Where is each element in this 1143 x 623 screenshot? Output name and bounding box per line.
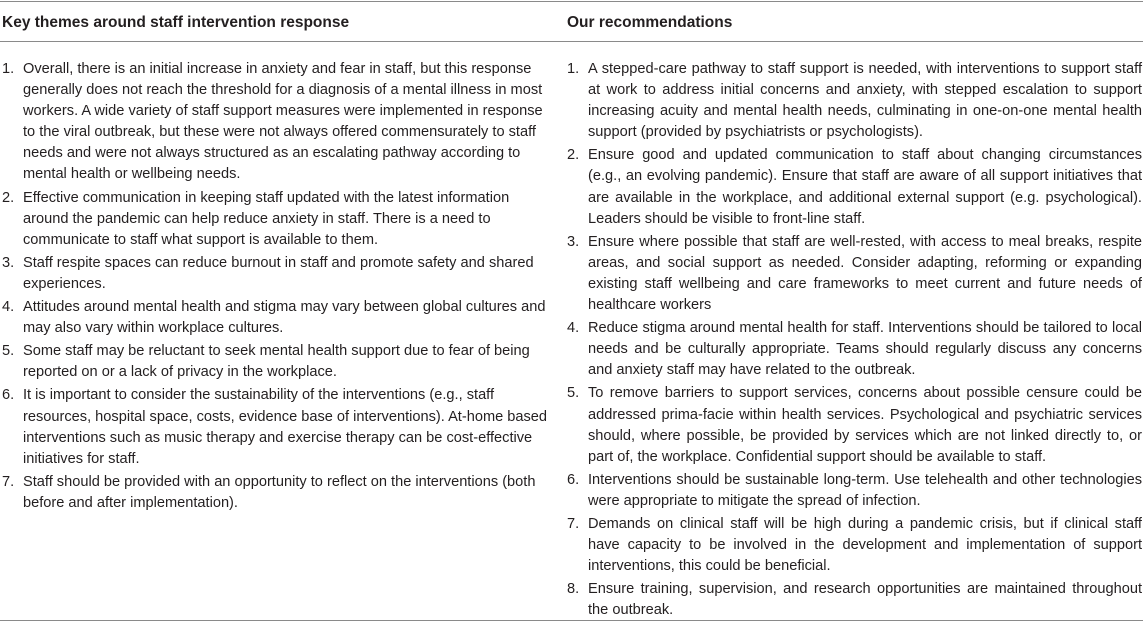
item-text: Some staff may be reluctant to seek mental health support due to fear of being reported on or a lack of privacy in the workplace. [23,343,530,381]
recommendation-item [567,145,1142,229]
recommendation-item [567,470,1142,512]
item-number: 5. [567,385,580,402]
item-text: Demands on clinical staff will be high during a pandemic crisis, but if clinical staff have capacity to be involved in the development and implementation of support interventions, this could be beneficial. [588,515,1142,575]
item-text: Ensure where possible that staff are well-rested, with access to meal breaks, respite areas, and social support as needed. Consider adapting, reforming or expanding existing staff wellbeing and care frameworks to meet current and future needs of healthcare workers [588,233,1142,314]
item-text: A stepped-care pathway to staff support is needed, with interventions to support staff at work to address initial concerns and anxiety, with stepped escalation to support increasing acuity and mental health needs, culminating in one-on-one mental health support (provided by psychiatrists or psychologists). [588,61,1142,141]
item-number: 2. [567,147,580,164]
item-number: 6. [2,387,15,404]
recommendation-item [567,318,1142,381]
table-top-rule [0,1,1143,2]
column-header-recommendations: Our recommendations [567,14,733,31]
theme-item [2,59,550,186]
item-number: 7. [567,515,580,532]
item-text: Interventions should be sustainable long-term. Use telehealth and other technologies were appropriate to mitigate the spread of infection. [588,471,1142,509]
table-bottom-rule [0,620,1143,621]
item-text: Reduce stigma around mental health for staff. Interventions should be tailored to local needs and be culturally appropriate. Teams should regularly discuss any concerns and anxiety staff may have related to the outbreak. [588,320,1142,379]
item-number: 3. [2,254,15,271]
recommendations-list [567,59,1142,623]
item-text: Ensure training, supervision, and research opportunities are maintained throughout the outbreak. [588,581,1142,619]
item-number: 7. [2,473,15,490]
column-header-themes: Key themes around staff intervention response [2,14,350,31]
recommendation-item [567,579,1142,621]
theme-item [2,188,550,251]
item-number: 3. [567,233,580,250]
recommendation-item [567,232,1142,316]
recommendation-item [567,59,1142,143]
item-text: Effective communication in keeping staff updated with the latest information around the pandemic can help reduce anxiety in staff. There is a need to communicate to staff what support is available to them. [23,189,510,248]
header-rule [0,41,1143,42]
item-text: Staff respite spaces can reduce burnout in staff and promote safety and shared experiences. [23,254,534,292]
item-number: 5. [2,343,15,360]
item-number: 2. [2,189,15,206]
item-text: Ensure good and updated communication to staff about changing circumstances (e.g., an evolving pandemic). Ensure that staff are aware of all support initiatives that are available in the workplace, and additional external support (e.g. psychological). Leaders should be visible to front-line staff. [588,147,1142,227]
theme-item [2,385,550,469]
item-text: To remove barriers to support services, concerns about possible censure could be addressed prima-facie within health services. Psychological and psychiatric services should, where possible, be provided by services which are not linked directly to, or part of, the workplace. Confidential support should be available to staff. [588,385,1142,465]
recommendation-item [567,514,1142,577]
theme-item [2,472,550,514]
item-number: 6. [567,471,580,488]
theme-item [2,253,550,295]
item-text: Attitudes around mental health and stigma may vary between global cultures and may also vary within workplace cultures. [23,299,546,337]
theme-item [2,297,550,339]
item-number: 4. [2,299,15,316]
item-text: Overall, there is an initial increase in anxiety and fear in staff, but this response generally does not reach the threshold for a diagnosis of a mental illness in most workers. A wide variety of staff support measures were implemented in response to the viral outbreak, but these were not always offered commensurately to staff needs and were not always structured as an escalating pathway according to mental health or wellbeing needs. [23,61,543,183]
item-text: Staff should be provided with an opportunity to reflect on the interventions (both before and after implementation). [23,473,536,511]
item-text: It is important to consider the sustainability of the interventions (e.g., staff resources, hospital space, costs, evidence base of interventions). At-home based interventions such as music therapy and exercise therapy can be cost-effective initiatives for staff. [23,387,548,467]
item-number: 8. [567,581,580,598]
item-number: 1. [567,61,580,77]
item-number: 1. [2,61,15,77]
recommendation-item [567,383,1142,467]
theme-item [2,341,550,383]
item-number: 4. [567,320,580,337]
themes-list [2,59,550,516]
